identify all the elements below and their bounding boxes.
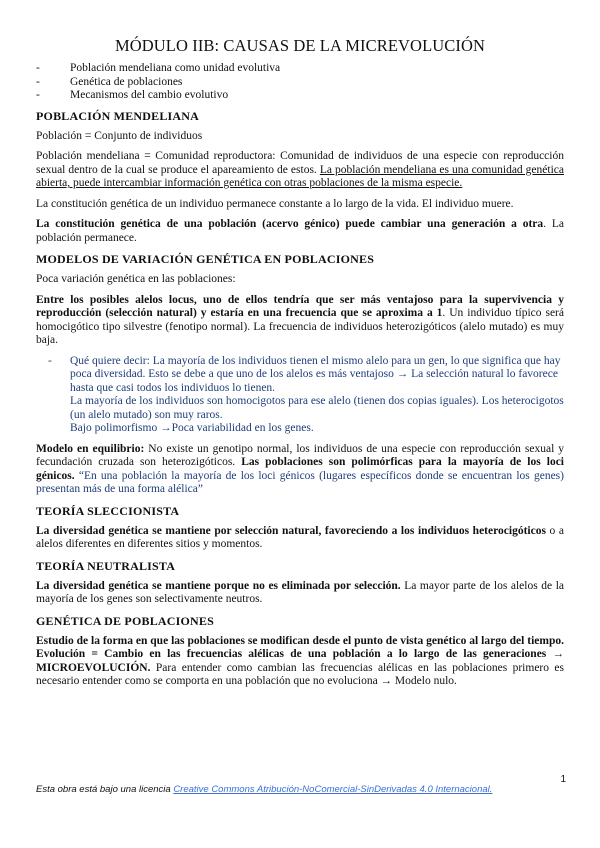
section-heading-modelos: MODELOS DE VARIACIÓN GENÉTICA EN POBLACIONES: [36, 252, 375, 266]
paragraph: Estudio de la forma en que las poblaciones se modifican desde el punto de vista genético al largo del tiempo. Evolución = Cambio en las frecuencias alélicas de una población a lo largo de las generaciones → MICROEVOLUCIÓN. Para entender como cambian las frecuencias alélicas en las poblaciones primero es necesario entender como se comporta en una población que no evoluciona → Modelo nulo.: [36, 634, 564, 687]
paragraph: Modelo en equilibrio: No existe un genotipo normal, los individuos de una especie con reproducción sexual y fecundación cruzada son heterozigóticos. Las poblaciones son polimórficas para la mayoría de los loci génicos. “En una población la mayoría de los loci génicos (lugares específicos donde se encuentran los genes) presentan más de una forma alélica”: [36, 442, 565, 495]
paragraph: La constitución genética de una población (acervo génico) puede cambiar una generación a otra. La población permanece.: [36, 218, 564, 244]
explanation-list: [36, 355, 564, 436]
dash-bullet: -: [48, 354, 52, 367]
paragraph: La diversidad genética se mantiene porque no es eliminada por selección. La mayor parte de los alelos de la mayoría de los genes son selectivamente neutros.: [36, 579, 564, 605]
section-heading-seleccionista: TEORÍA SLECCIONISTA: [36, 503, 180, 518]
paragraph: La diversidad genética se mantiene por selección natural, favoreciendo a los individuos heterocigóticos o a alelos diferentes en diferentes sitios y momentos.: [36, 524, 564, 550]
list-item: - Población mendeliana como unidad evolutiva: [36, 62, 564, 76]
list-item: - Qué quiere decir: La mayoría de los individuos tienen el mismo alelo para un gen, lo que significa que hay poca diversidad. Esto se debe a que uno de los alelos es más ventajoso → La selección natural lo favorece hasta que casi todos los individuos lo tienen. La mayoría de los individuos son homocigotos para ese alelo (tienen dos copias iguales). Los heterocigotos (un alelo mutado) son muy raros. Bajo polimorfismo →Poca variabilidad en los genes.: [48, 354, 564, 434]
list-item: - Mecanismos del cambio evolutivo: [36, 89, 564, 103]
license-footer: Esta obra está bajo una licencia Creative Commons Atribución-NoComercial-SinDerivadas 4.0 Internacional.: [36, 784, 493, 795]
paragraph: Entre los posibles alelos locus, uno de ellos tendría que ser más ventajoso para la supervivencia y reproducción (selección natural) y estaría en una frecuencia que se aproxima a 1. Un individuo típico será homocigótico tipo silvestre (fenotipo normal). La frecuencia de individuos heterozigóticos (alelo mutado) es muy baja.: [36, 293, 564, 346]
page-title: MÓDULO IIB: CAUSAS DE LA MICREVOLUCIÓN: [114, 36, 485, 55]
license-link[interactable]: Creative Commons Atribución-NoComercial-SinDerivadas 4.0 Internacional.: [173, 784, 493, 795]
document-page: [36, 36, 564, 696]
intro-list: [36, 62, 564, 103]
paragraph: Poca variación genética en las poblaciones:: [36, 273, 236, 285]
underlined-text: La población mendeliana es una comunidad genética abierta, puede intercambiar información genética con otras poblaciones de la misma especie.: [36, 163, 564, 189]
section-heading-neutralista: TEORÍA NEUTRALISTA: [36, 558, 176, 573]
section-heading-poblacion-mendeliana: POBLACIÓN MENDELIANA: [36, 108, 200, 123]
page-number: 1: [560, 774, 566, 785]
paragraph: Población mendeliana = Comunidad reproductora: Comunidad de individuos de una especie con reproducción sexual dentro de la cual se produce el apareamiento de estos. La población mendeliana es una comunidad genética abierta, puede intercambiar información genética con otras poblaciones de la misma especie.: [36, 150, 564, 189]
section-heading-genetica-poblaciones: GENÉTICA DE POBLACIONES: [36, 613, 214, 628]
paragraph: La constitución genética de un individuo permanece constante a lo largo de la vida. El individuo muere.: [36, 197, 514, 210]
paragraph: Población = Conjunto de individuos: [36, 129, 203, 142]
list-item: - Genética de poblaciones: [36, 76, 564, 90]
